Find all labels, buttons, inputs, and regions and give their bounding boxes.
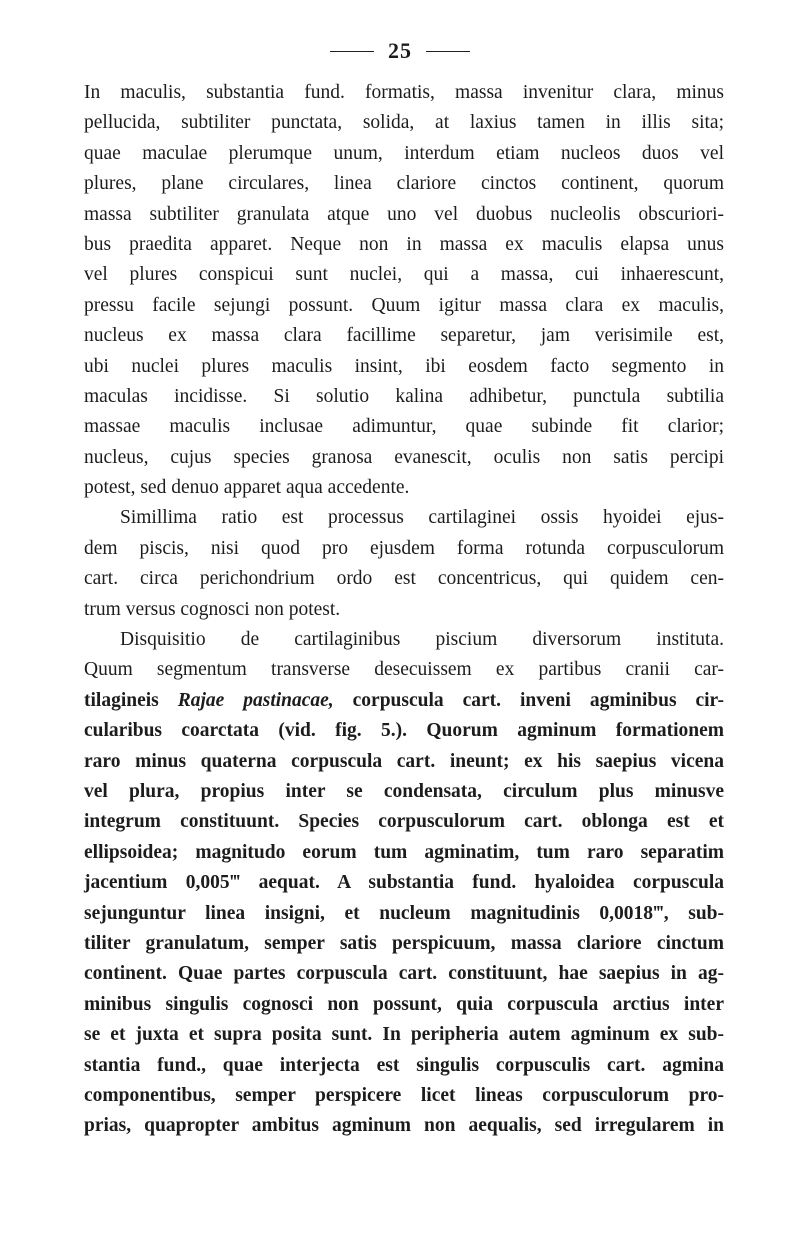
text-line-pre: tilagineis — [84, 689, 178, 711]
text-line: sejunguntur linea insigni, et nucleum magnitudinis 0,0018‴, sub- — [84, 902, 724, 924]
text-line: dem piscis, nisi quod pro ejusdem forma rotunda corpusculorum — [84, 537, 724, 559]
header-rule-right — [426, 51, 470, 52]
text-line: Quum segmentum transverse desecuissem ex partibus cranii car- — [84, 659, 724, 681]
text-line: nucleus, cujus species granosa evanescit, oculis non satis percipi — [84, 446, 724, 468]
text-line: trum versus cognosci non potest. — [84, 598, 341, 620]
text-line: integrum constituunt. Species corpusculorum cart. oblonga est et — [84, 811, 724, 833]
text-line: massa subtiliter granulata atque uno vel duobus nucleolis obscuriori- — [84, 203, 724, 225]
text-line: se et juxta et supra posita sunt. In peripheria autem agminum ex sub- — [84, 1024, 724, 1046]
header-rule-left — [330, 51, 374, 52]
text-line — [84, 686, 724, 716]
text-line: stantia fund., quae interjecta est singulis corpusculis cart. agmina — [84, 1054, 724, 1076]
text-line: tiliter granulatum, semper satis perspicuum, massa clariore cinctum — [84, 932, 724, 954]
body-text — [84, 78, 724, 1142]
text-line: In maculis, substantia fund. formatis, massa invenitur clara, minus — [84, 82, 724, 103]
text-line: raro minus quaterna corpuscula cart. ineunt; ex his saepius vicena — [84, 750, 724, 772]
text-line: pellucida, subtiliter punctata, solida, at laxius tamen in illis sita; — [84, 112, 724, 134]
text-line: Simillima ratio est processus cartilaginei ossis hyoidei ejus- — [120, 507, 724, 529]
text-line: minibus singulis cognosci non possunt, quia corpuscula arctius inter — [84, 993, 724, 1015]
text-line: quae maculae plerumque unum, interdum etiam nucleos duos vel — [84, 142, 724, 164]
text-line: Disquisitio de cartilaginibus piscium diversorum instituta. — [120, 629, 724, 651]
page-number: 25 — [388, 38, 412, 63]
text-line: massae maculis inclusae adimuntur, quae subinde fit clarior; — [84, 416, 724, 438]
text-line: cularibus coarctata (vid. fig. 5.). Quorum agminum formationem — [84, 720, 724, 742]
text-line: cart. circa perichondrium ordo est concentricus, qui quidem cen- — [84, 568, 724, 590]
text-line: ellipsoidea; magnitudo eorum tum agminatim, tum raro separatim — [84, 841, 724, 863]
text-line: plures, plane circulares, linea clariore cinctos continent, quorum — [84, 173, 724, 195]
text-line: ubi nuclei plures maculis insint, ibi eosdem facto segmento in — [84, 355, 724, 377]
text-line: vel plures conspicui sunt nuclei, qui a massa, cui inhaerescunt, — [84, 264, 724, 286]
text-line: pressu facile sejungi possunt. Quum igitur massa clara ex maculis, — [84, 294, 724, 316]
text-line: nucleus ex massa clara facillime separetur, jam verisimile est, — [84, 325, 724, 347]
page-header — [0, 36, 800, 66]
text-line: prias, quapropter ambitus agminum non aequalis, sed irregularem in — [84, 1115, 724, 1137]
text-line: continent. Quae partes corpuscula cart. constituunt, hae saepius in ag- — [84, 963, 724, 985]
text-line: bus praedita apparet. Neque non in massa ex maculis elapsa unus — [84, 233, 724, 255]
text-line-post: corpuscula cart. inveni agminibus cir- — [333, 689, 724, 711]
text-line: jacentium 0,005‴ aequat. A substantia fund. hyaloidea corpuscula — [84, 872, 724, 894]
text-line: potest, sed denuo apparet aqua accedente. — [84, 477, 410, 499]
text-line: vel plura, propius inter se condensata, circulum plus minusve — [84, 780, 724, 802]
text-line: componentibus, semper perspicere licet lineas corpusculorum pro- — [84, 1084, 724, 1106]
species-name: Rajae pastinacae, — [177, 689, 334, 711]
text-line: maculas incidisse. Si solutio kalina adhibetur, punctula subtilia — [84, 385, 724, 407]
